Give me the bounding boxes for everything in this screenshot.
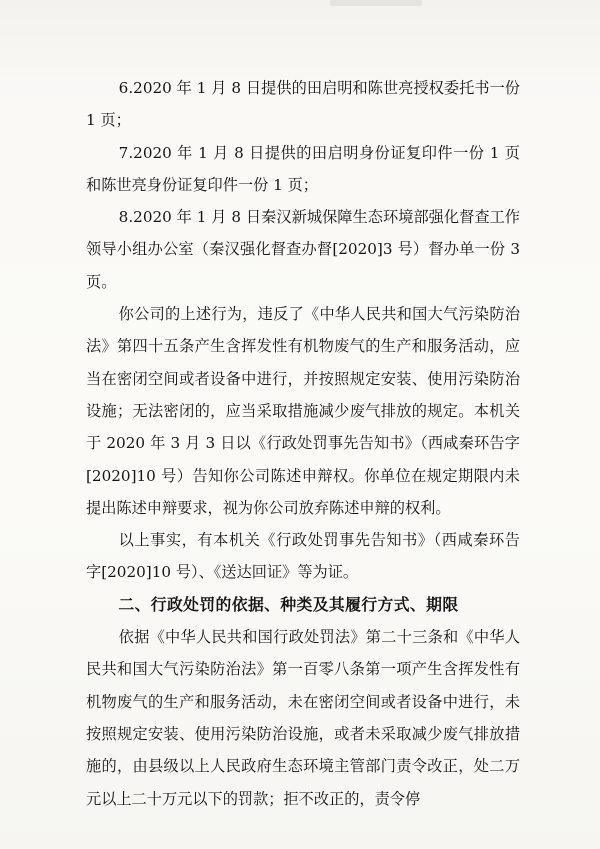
violation-paragraph: 你公司的上述行为，违反了《中华人民共和国大气污染防治法》第四十五条产生含挥发性有机物废气的生产和服务活动，应当在密闭空间或者设备中进行，并按照规定安装、使用污染防治设施；无法密闭的，应当采取措施减少废气排放的规定。本机关于 2020 年 3 月 3 日以《行政处罚事先告知书》（西咸秦环告字[2020]10 号）告知你公司陈述申辩权。你单位在规定期限内未提出陈述申辩要求，视为你公司放弃陈述申辩的权利。 — [86, 305, 520, 517]
evidence-item-6: 6.2020 年 1 月 8 日提供的田启明和陈世亮授权委托书一份 1 页； — [86, 79, 520, 130]
penalty-basis-paragraph: 依据《中华人民共和国行政处罚法》第二十三条和《中华人民共和国大气污染防治法》第一百零八条第一项产生含挥发性有机物废气的生产和服务活动，未在密闭空间或者设备中进行，未按照规定安装、使用污染防治设施，或者未采取减少废气排放措施的，由县级以上人民政府生态环境主管部门责令改正，处二万元以上二十万元以下的罚款；拒不改正的，责令停 — [86, 628, 520, 808]
document-body — [86, 72, 520, 815]
facts-evidence-paragraph: 以上事实，有本机关《行政处罚事先告知书》（西咸秦环告字[2020]10 号）、《送达回证》等为证。 — [86, 531, 520, 582]
evidence-item-8: 8.2020 年 1 月 8 日秦汉新城保障生态环境部强化督查工作领导小组办公室（秦汉强化督查办督[2020]3 号）督办单一份 3 页。 — [86, 208, 520, 291]
section-heading: 二、行政处罚的依据、种类及其履行方式、期限 — [118, 594, 459, 614]
evidence-item-7: 7.2020 年 1 月 8 日提供的田启明身份证复印件一份 1 页和陈世亮身份证复印件一份 1 页； — [86, 143, 520, 194]
page-top-edge-mark — [330, 0, 422, 6]
